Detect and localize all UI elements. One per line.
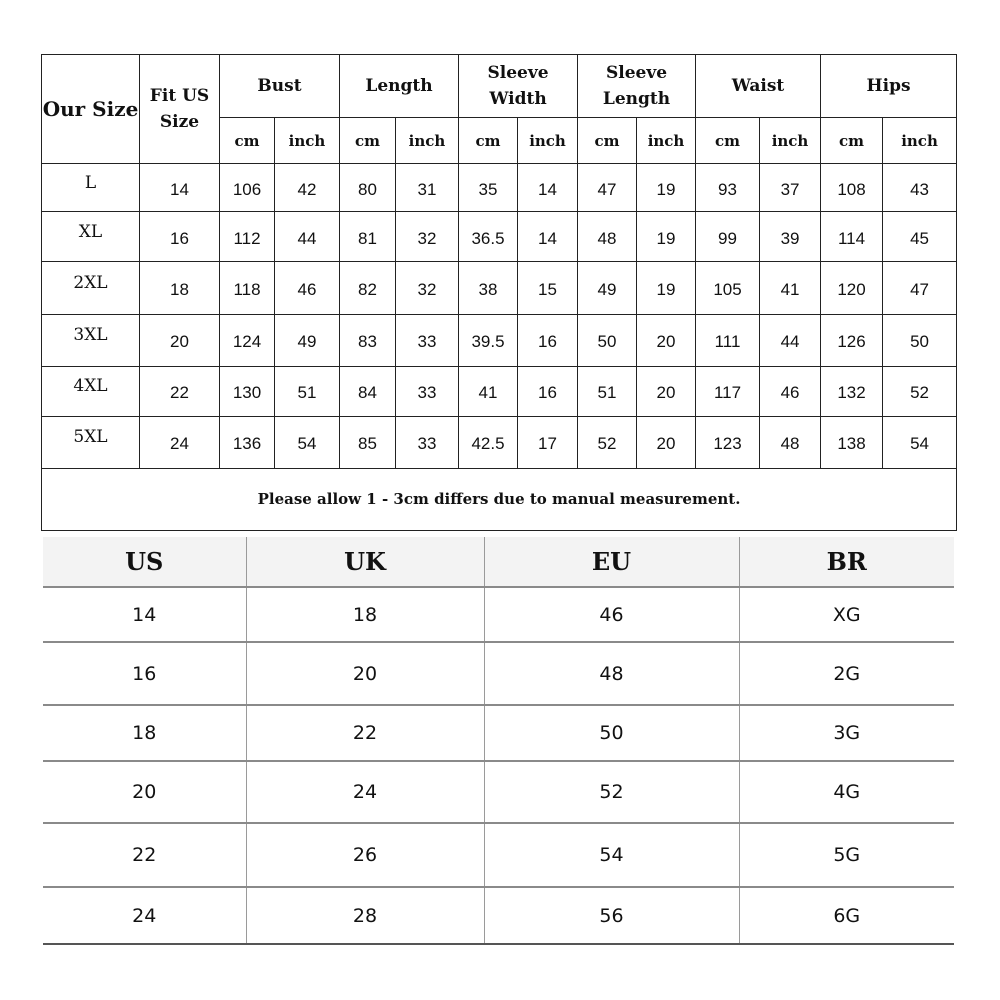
- header-bust: Bust: [220, 55, 340, 118]
- waist-inch-value: 48: [760, 416, 821, 468]
- header-hips: Hips: [821, 55, 957, 118]
- header-our-size: Our Size: [42, 55, 140, 164]
- sleeve-length-inch-value: 20: [637, 416, 696, 468]
- size-label: XL: [42, 212, 140, 262]
- table-row: [42, 416, 957, 468]
- sleeve-length-inch-value: 19: [637, 212, 696, 262]
- bust-cm-value: 124: [220, 314, 275, 366]
- sleeve-width-inch-value: 14: [518, 212, 578, 262]
- table-row: [42, 212, 957, 262]
- waist-cm-value: 123: [696, 416, 760, 468]
- waist-inch-value: 41: [760, 262, 821, 314]
- sleeve-length-cm-value: 48: [578, 212, 637, 262]
- fit-us-size-value: 20: [140, 314, 220, 366]
- header-sleeve-width: Sleeve Width: [459, 55, 578, 118]
- br-value: XG: [739, 587, 954, 642]
- bust-cm-value: 136: [220, 416, 275, 468]
- table-row: [43, 823, 954, 887]
- length-cm-value: 84: [340, 366, 396, 416]
- us-value: 22: [43, 823, 246, 887]
- sleeve-length-cm-value: 49: [578, 262, 637, 314]
- bust-inch-value: 42: [275, 164, 340, 212]
- sleeve-length-inch-value: 19: [637, 164, 696, 212]
- us-value: 20: [43, 761, 246, 823]
- hips-inch-value: 45: [883, 212, 957, 262]
- size-measurement-table: [41, 54, 957, 531]
- uk-value: 18: [246, 587, 484, 642]
- unit-inch: inch: [637, 118, 696, 164]
- br-value: 5G: [739, 823, 954, 887]
- size-label: 4XL: [42, 366, 140, 416]
- length-inch-value: 32: [396, 262, 459, 314]
- waist-cm-value: 117: [696, 366, 760, 416]
- br-value: 6G: [739, 887, 954, 944]
- sleeve-width-inch-value: 16: [518, 314, 578, 366]
- sleeve-length-inch-value: 20: [637, 314, 696, 366]
- sleeve-width-inch-value: 15: [518, 262, 578, 314]
- hips-cm-value: 138: [821, 416, 883, 468]
- sleeve-length-cm-value: 52: [578, 416, 637, 468]
- bust-cm-value: 106: [220, 164, 275, 212]
- length-cm-value: 80: [340, 164, 396, 212]
- table-row: [43, 761, 954, 823]
- sleeve-width-cm-value: 36.5: [459, 212, 518, 262]
- uk-value: 28: [246, 887, 484, 944]
- waist-inch-value: 37: [760, 164, 821, 212]
- unit-cm: cm: [340, 118, 396, 164]
- unit-cm: cm: [220, 118, 275, 164]
- us-value: 18: [43, 705, 246, 761]
- header-us: US: [43, 537, 246, 587]
- sleeve-width-inch-value: 17: [518, 416, 578, 468]
- waist-inch-value: 46: [760, 366, 821, 416]
- table-row: [43, 887, 954, 944]
- uk-value: 26: [246, 823, 484, 887]
- table-row: [42, 366, 957, 416]
- length-cm-value: 82: [340, 262, 396, 314]
- length-inch-value: 33: [396, 366, 459, 416]
- bust-inch-value: 51: [275, 366, 340, 416]
- table-row: [42, 314, 957, 366]
- size-conversion-table: [43, 537, 954, 945]
- fit-us-size-value: 24: [140, 416, 220, 468]
- hips-inch-value: 52: [883, 366, 957, 416]
- eu-value: 52: [484, 761, 739, 823]
- br-value: 4G: [739, 761, 954, 823]
- measurement-note: Please allow 1 - 3cm differs due to manual measurement.: [42, 468, 957, 530]
- unit-cm: cm: [696, 118, 760, 164]
- length-cm-value: 83: [340, 314, 396, 366]
- hips-cm-value: 120: [821, 262, 883, 314]
- waist-cm-value: 99: [696, 212, 760, 262]
- sleeve-length-cm-value: 50: [578, 314, 637, 366]
- fit-us-size-value: 18: [140, 262, 220, 314]
- header-length: Length: [340, 55, 459, 118]
- length-inch-value: 31: [396, 164, 459, 212]
- unit-inch: inch: [760, 118, 821, 164]
- size-label: L: [42, 164, 140, 212]
- eu-value: 48: [484, 642, 739, 705]
- hips-inch-value: 43: [883, 164, 957, 212]
- bust-cm-value: 118: [220, 262, 275, 314]
- eu-value: 54: [484, 823, 739, 887]
- sleeve-width-cm-value: 38: [459, 262, 518, 314]
- waist-inch-value: 39: [760, 212, 821, 262]
- sleeve-width-cm-value: 39.5: [459, 314, 518, 366]
- bust-inch-value: 49: [275, 314, 340, 366]
- length-cm-value: 85: [340, 416, 396, 468]
- fit-us-size-value: 14: [140, 164, 220, 212]
- fit-us-size-value: 22: [140, 366, 220, 416]
- sleeve-length-inch-value: 20: [637, 366, 696, 416]
- uk-value: 22: [246, 705, 484, 761]
- bust-inch-value: 44: [275, 212, 340, 262]
- unit-cm: cm: [578, 118, 637, 164]
- size-label: 2XL: [42, 262, 140, 314]
- hips-inch-value: 50: [883, 314, 957, 366]
- header-fit-us-size: Fit US Size: [140, 55, 220, 164]
- sleeve-length-cm-value: 47: [578, 164, 637, 212]
- header-uk: UK: [246, 537, 484, 587]
- length-inch-value: 32: [396, 212, 459, 262]
- sleeve-length-inch-value: 19: [637, 262, 696, 314]
- br-value: 3G: [739, 705, 954, 761]
- header-eu: EU: [484, 537, 739, 587]
- bust-cm-value: 130: [220, 366, 275, 416]
- uk-value: 20: [246, 642, 484, 705]
- eu-value: 46: [484, 587, 739, 642]
- unit-inch: inch: [518, 118, 578, 164]
- header-br: BR: [739, 537, 954, 587]
- waist-cm-value: 105: [696, 262, 760, 314]
- sleeve-width-inch-value: 14: [518, 164, 578, 212]
- hips-inch-value: 47: [883, 262, 957, 314]
- sleeve-width-cm-value: 35: [459, 164, 518, 212]
- length-cm-value: 81: [340, 212, 396, 262]
- unit-inch: inch: [275, 118, 340, 164]
- hips-cm-value: 132: [821, 366, 883, 416]
- uk-value: 24: [246, 761, 484, 823]
- table-row: [42, 164, 957, 212]
- table-row: [42, 262, 957, 314]
- br-value: 2G: [739, 642, 954, 705]
- bust-cm-value: 112: [220, 212, 275, 262]
- waist-cm-value: 93: [696, 164, 760, 212]
- header-waist: Waist: [696, 55, 821, 118]
- unit-inch: inch: [396, 118, 459, 164]
- eu-value: 50: [484, 705, 739, 761]
- size-label: 5XL: [42, 416, 140, 468]
- waist-cm-value: 111: [696, 314, 760, 366]
- table-row: [43, 587, 954, 642]
- us-value: 24: [43, 887, 246, 944]
- waist-inch-value: 44: [760, 314, 821, 366]
- hips-inch-value: 54: [883, 416, 957, 468]
- hips-cm-value: 114: [821, 212, 883, 262]
- table-row: [43, 705, 954, 761]
- unit-inch: inch: [883, 118, 957, 164]
- us-value: 14: [43, 587, 246, 642]
- table-row: [43, 642, 954, 705]
- sleeve-length-cm-value: 51: [578, 366, 637, 416]
- hips-cm-value: 108: [821, 164, 883, 212]
- sleeve-width-inch-value: 16: [518, 366, 578, 416]
- unit-cm: cm: [459, 118, 518, 164]
- fit-us-size-value: 16: [140, 212, 220, 262]
- bust-inch-value: 54: [275, 416, 340, 468]
- sleeve-width-cm-value: 42.5: [459, 416, 518, 468]
- hips-cm-value: 126: [821, 314, 883, 366]
- bust-inch-value: 46: [275, 262, 340, 314]
- length-inch-value: 33: [396, 416, 459, 468]
- unit-cm: cm: [821, 118, 883, 164]
- length-inch-value: 33: [396, 314, 459, 366]
- size-label: 3XL: [42, 314, 140, 366]
- us-value: 16: [43, 642, 246, 705]
- sleeve-width-cm-value: 41: [459, 366, 518, 416]
- header-sleeve-length: Sleeve Length: [578, 55, 696, 118]
- eu-value: 56: [484, 887, 739, 944]
